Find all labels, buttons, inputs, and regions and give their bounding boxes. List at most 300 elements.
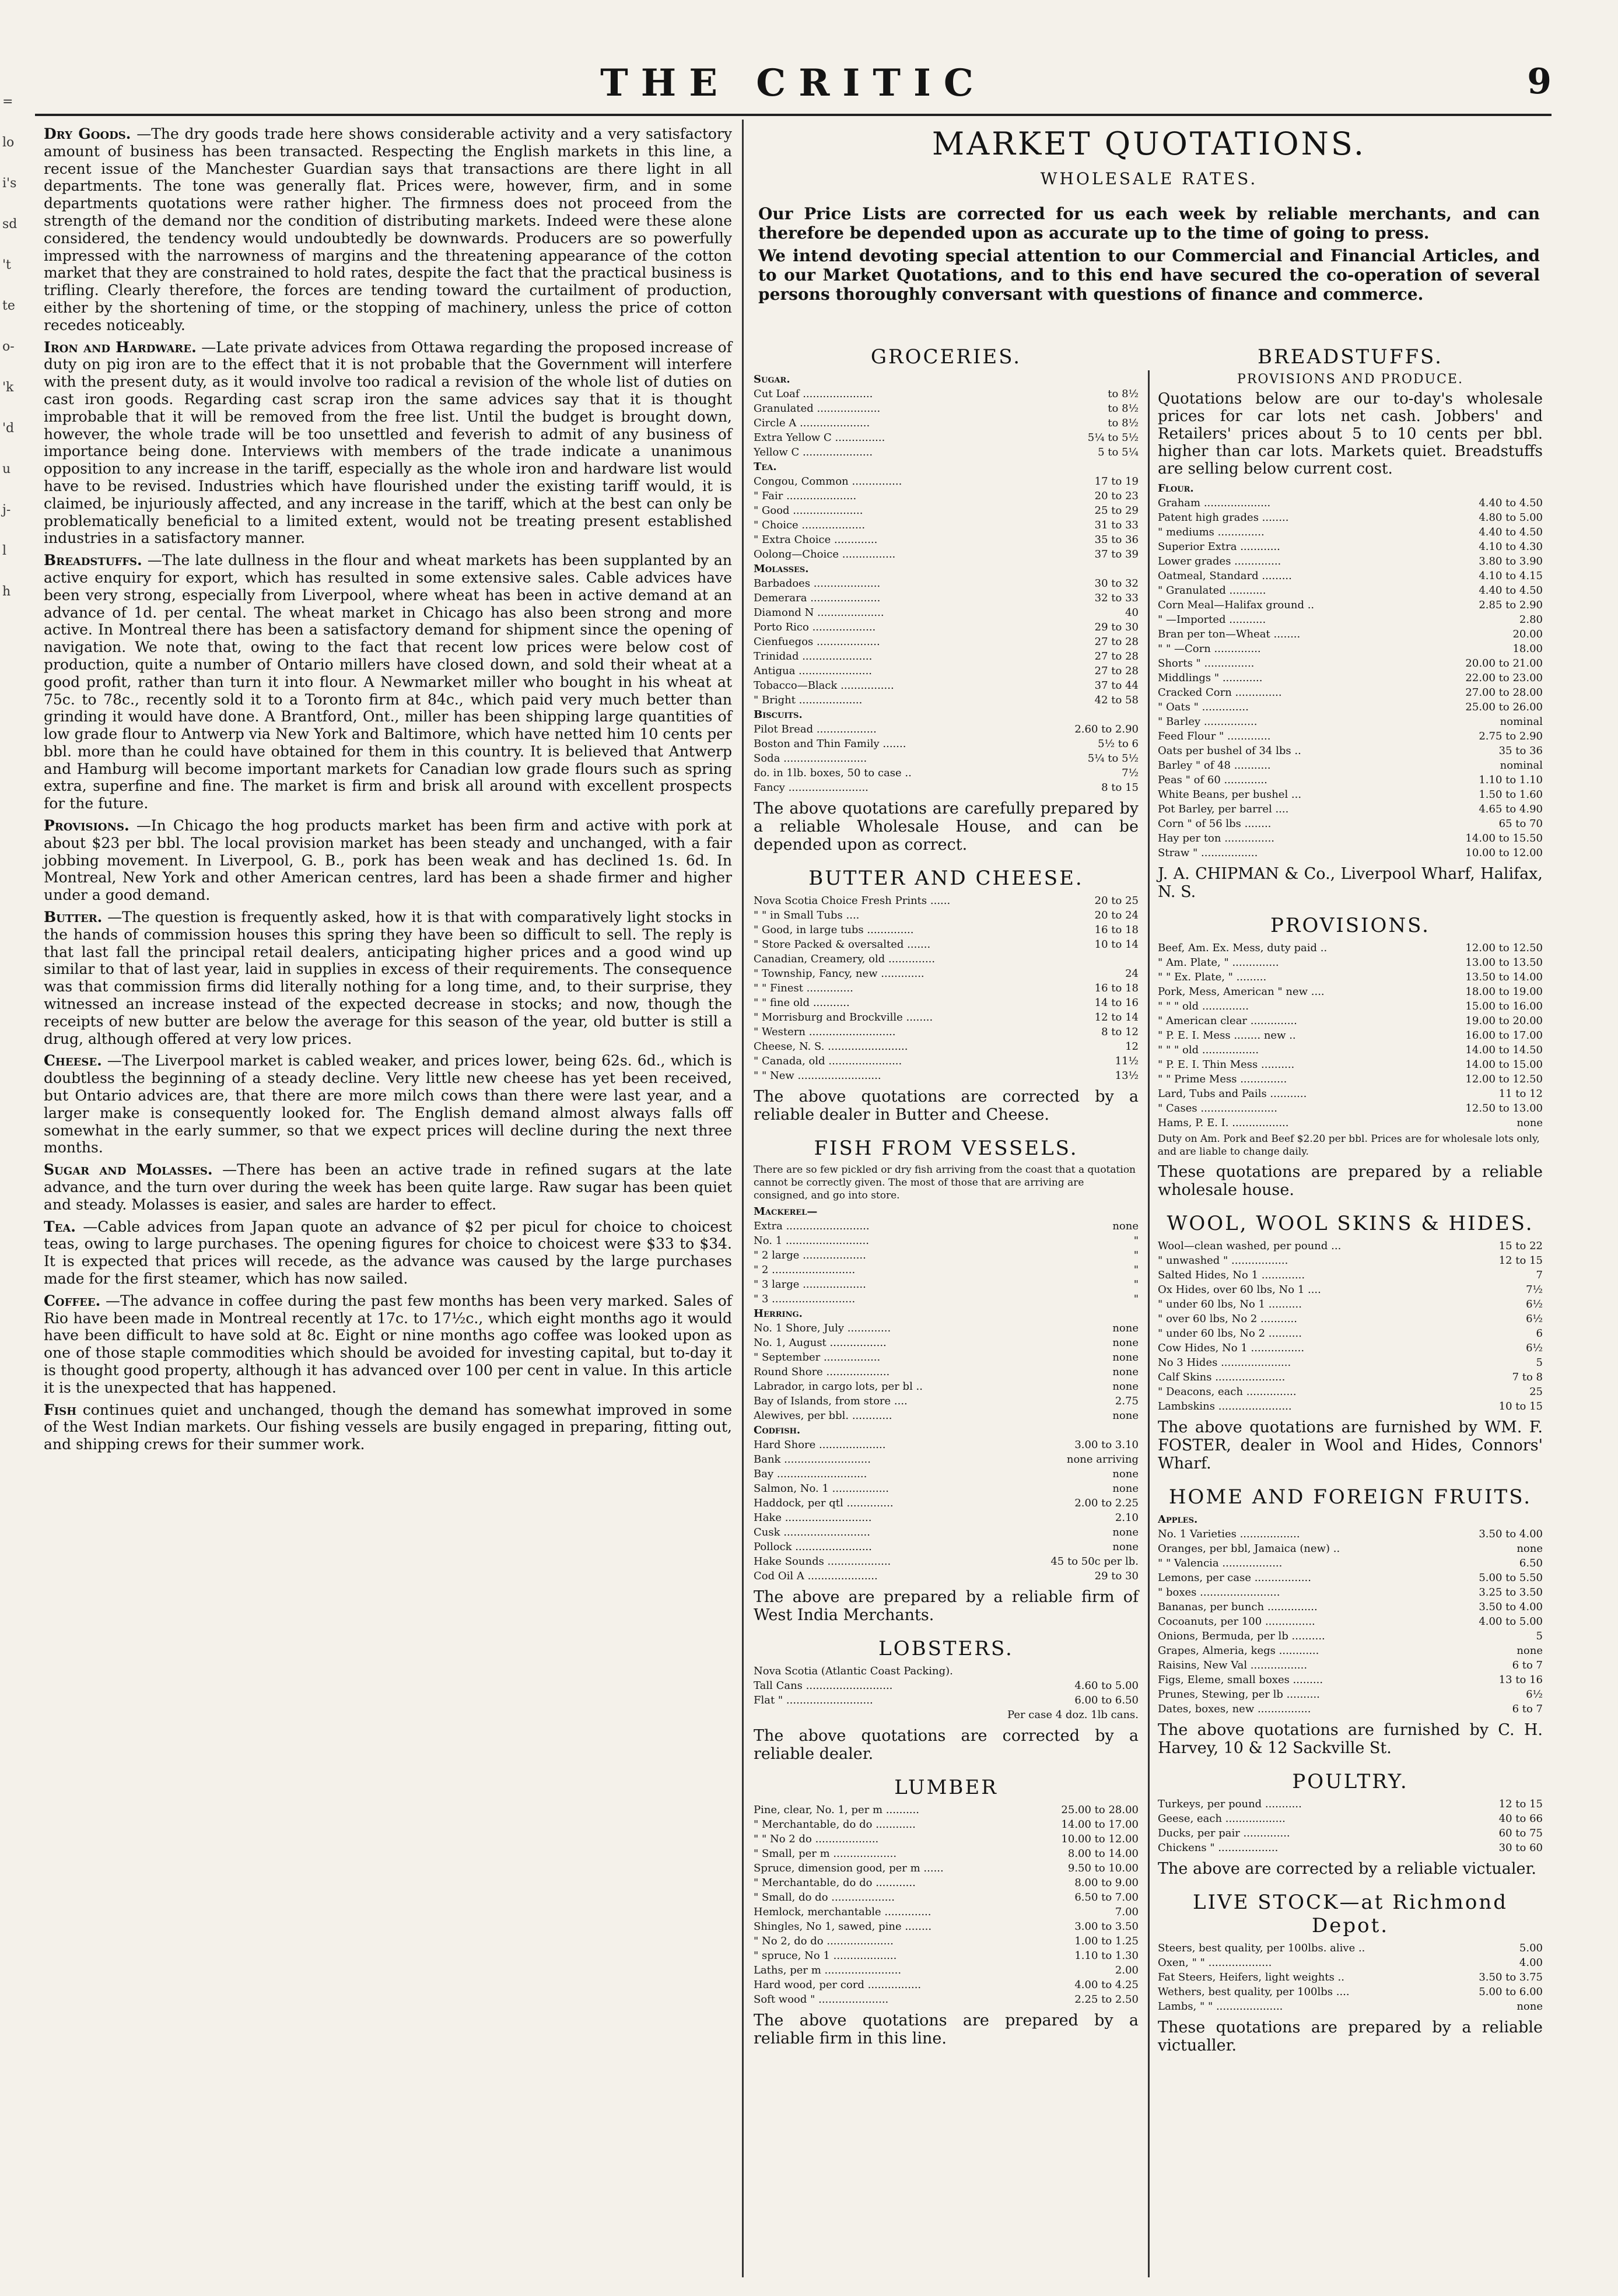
quotation-row (1158, 846, 1543, 860)
article-heading: Dry Goods. (44, 125, 131, 142)
item-label: Hard Shore .................... (754, 1439, 886, 1451)
item-price (1134, 562, 1139, 576)
item-label: Sugar. (754, 373, 790, 385)
margin-mark: lo (2, 135, 15, 150)
poultry-rows (1158, 1797, 1543, 1855)
item-price: 17 to 19 (1094, 475, 1139, 488)
item-price: " (1133, 1249, 1139, 1261)
quotation-row (1158, 1282, 1543, 1297)
quotation-row (754, 562, 1139, 576)
item-price: 2.00 to 2.25 (1074, 1497, 1139, 1509)
item-label: Cusk .......................... (754, 1526, 870, 1538)
item-price: 2.75 to 2.90 (1479, 730, 1543, 742)
quotation-row (1158, 1326, 1543, 1341)
quotation-row (754, 1496, 1139, 1510)
item-label: Antigua ...................... (754, 665, 873, 677)
item-price: 20.00 (1512, 628, 1543, 640)
quotation-row (1158, 714, 1543, 729)
item-price: 10.00 to 12.00 (1061, 1833, 1139, 1845)
margin-mark: l (2, 544, 7, 558)
quotation-row (1158, 1585, 1543, 1600)
item-label: " " New ......................... (754, 1070, 881, 1082)
margin-mark: h (2, 584, 11, 599)
item-label: Barley " of 48 ........... (1158, 759, 1271, 772)
item-price: 42 to 58 (1094, 694, 1139, 706)
quotation-row (754, 1263, 1139, 1277)
quotation-row (1158, 1702, 1543, 1716)
quotation-row (1158, 1955, 1543, 1970)
page-header (35, 61, 1552, 120)
item-label: " No 2, do do .................... (754, 1935, 894, 1947)
item-price: 3.50 to 4.00 (1479, 1601, 1543, 1613)
quotation-row (754, 707, 1139, 722)
item-price: none (1517, 1543, 1543, 1555)
quotation-row (1158, 671, 1543, 685)
item-price: 2.25 to 2.50 (1074, 1993, 1139, 2006)
quotation-row (754, 1817, 1139, 1832)
item-label: Ducks, per pair .............. (1158, 1827, 1290, 1839)
quotation-row (1158, 1268, 1543, 1282)
item-label: Boston and Thin Family ....... (754, 738, 906, 750)
quotation-row (754, 445, 1139, 460)
item-price: 16 to 18 (1094, 924, 1139, 936)
quotation-row (754, 1934, 1139, 1948)
item-price: 4.40 to 4.50 (1479, 497, 1543, 509)
item-price: 27.00 to 28.00 (1465, 686, 1543, 699)
article-paragraph (44, 1218, 732, 1288)
item-price: 27 to 28 (1094, 636, 1139, 648)
item-label: Chickens " .................. (1158, 1842, 1279, 1854)
item-price: 6 (1536, 1327, 1543, 1340)
item-price: 8.00 to 14.00 (1067, 1848, 1139, 1860)
item-label: Congou, Common ............... (754, 475, 902, 488)
wool-title: WOOL, WOOL SKINS & HIDES. (1167, 1212, 1534, 1235)
item-price: 18.00 (1512, 643, 1543, 655)
item-label: " Canada, old ...................... (754, 1055, 902, 1067)
item-price: 6 to 7 (1512, 1703, 1543, 1715)
item-price: 3.25 to 3.50 (1479, 1586, 1543, 1599)
item-label: Corn Meal—Halifax ground .. (1158, 599, 1315, 611)
quotation-row (754, 678, 1139, 693)
quotation-row (1158, 1658, 1543, 1673)
item-label: Cienfuegos ................... (754, 636, 880, 648)
item-price: 20 to 23 (1094, 490, 1139, 502)
item-price: 13½ (1115, 1070, 1139, 1082)
wool-note: The above quotations are furnished by WM. F. FOSTER, dealer in Wool and Hides, Connors' Wharf. (1158, 1418, 1543, 1473)
item-label: " Store Packed & oversalted ....... (754, 938, 931, 951)
item-label: Lard, Tubs and Pails ........... (1158, 1088, 1307, 1100)
quotation-row (754, 1219, 1139, 1233)
item-price: 7 (1536, 1269, 1543, 1281)
item-price: 3.80 to 3.90 (1479, 555, 1543, 567)
fruits-section (1158, 1485, 1543, 1757)
item-price: 60 to 75 (1498, 1827, 1543, 1839)
quotation-row (754, 1010, 1139, 1025)
quotation-row (754, 1510, 1139, 1525)
item-label: Oatmeal, Standard ......... (1158, 570, 1292, 582)
item-price: 5 to 5¼ (1098, 446, 1139, 458)
article-heading: Coffee. (44, 1292, 101, 1309)
article-text: —Cable advices from Japan quote an advance of $2 per picul for choice to choicest teas, owing to large purchases. The opening figures for choice to choicest were $33 to $34. It is expected that prices will recede, as the advance was caused by the large purchases made for the first steamer, which has now sailed. (44, 1218, 732, 1287)
item-label: Fat Steers, Heifers, light weights .. (1158, 1971, 1344, 1983)
item-label: Alewives, per bbl. ............ (754, 1410, 892, 1422)
item-price: 25.00 to 26.00 (1465, 701, 1543, 713)
quotation-row (1158, 1512, 1543, 1527)
item-price: 40 (1125, 607, 1139, 619)
item-label: Pot Barley, per barrel .... (1158, 803, 1289, 815)
item-price: nominal (1500, 716, 1543, 728)
breadstuffs-note: J. A. CHIPMAN & Co., Liverpool Wharf, Halifax, N. S. (1158, 865, 1543, 901)
item-label: Labrador, in cargo lots, per bl .. (754, 1380, 923, 1393)
article-text: —There has been an active trade in refined sugars at the late advance, and the turn over during the week has been quite large. Raw sugar has been quiet and steady. Molasses is easier, and sales are harder to effect. (44, 1161, 732, 1213)
item-price: 10 to 15 (1498, 1400, 1543, 1412)
item-label: Cheese, N. S. ........................ (754, 1040, 908, 1053)
item-label: Tall Cans .......................... (754, 1680, 893, 1692)
quotation-row (1158, 802, 1543, 816)
item-price: nominal (1500, 759, 1543, 772)
item-price: 8 to 15 (1101, 781, 1139, 794)
quotation-row (1158, 1370, 1543, 1384)
quotation-row (754, 1948, 1139, 1963)
item-label: " Deacons, each ............... (1158, 1386, 1297, 1398)
item-price: 11½ (1115, 1055, 1139, 1067)
item-price: 4.80 to 5.00 (1479, 511, 1543, 524)
quotation-row (754, 387, 1139, 401)
quotation-row (1158, 1941, 1543, 1955)
lumber-rows (754, 1803, 1139, 2007)
quotation-row (754, 1693, 1139, 1708)
item-price: 6½ (1526, 1342, 1543, 1354)
item-price: 12 to 14 (1094, 1011, 1139, 1023)
article-text: —Late private advices from Ottawa regarding the proposed increase of duty on pig iron are to the effect that it is not probable that the Government will interfere with the present duty, as it would involve too radical a revision of the whole list of duties on cast iron goods. Regarding cast scrap iron the same advices say that it is thought improbable that it will be removed from the free list. Until the budget is brought down, however, the whole trade will be too unsettled and feverish to admit of any business of importance being done. Interviews with members of the trade indicate a unanimous opposition to any increase in the tariff, especially as the whole iron and hardware list would have to be revised. Industries which have flourished under the existing tariff would, it is claimed, be injuriously affected, and any increase in the tariff, which at the best can only be problematically beneficial to a limited extent, would not be treating present established industries in a satisfactory manner. (44, 338, 732, 547)
item-label: Middlings " ............ (1158, 672, 1263, 684)
item-price: 37 to 39 (1094, 548, 1139, 560)
quotation-row (754, 591, 1139, 605)
item-label: Herring. (754, 1308, 803, 1320)
item-price: 8 to 12 (1101, 1026, 1139, 1038)
item-label: Canadian, Creamery, old .............. (754, 953, 936, 965)
item-label: Hake Sounds ................... (754, 1555, 891, 1568)
quotation-row (754, 1978, 1139, 1992)
item-price: 2.75 (1115, 1395, 1139, 1407)
groceries-title: GROCERIES. (870, 345, 1022, 369)
quotation-row (1158, 1571, 1543, 1585)
item-label: Hard wood, per cord ................ (754, 1979, 922, 1991)
item-price: 12.00 to 12.50 (1465, 942, 1543, 954)
item-label: Bay of Islands, from store .... (754, 1395, 908, 1407)
item-label: Shorts " ............... (1158, 657, 1255, 669)
quotation-row (754, 518, 1139, 532)
item-price: 14.00 to 15.50 (1465, 832, 1543, 844)
item-price: 13.50 to 14.00 (1465, 971, 1543, 983)
item-label: " 2 ......................... (754, 1264, 856, 1276)
item-label: " 3 ......................... (754, 1293, 856, 1305)
lobsters-rows (754, 1664, 1139, 1722)
item-label: Pine, clear, No. 1, per m .......... (754, 1804, 919, 1816)
item-label: " mediums .............. (1158, 526, 1265, 538)
groceries-rows (754, 372, 1139, 795)
item-price: 15 to 22 (1498, 1240, 1543, 1252)
margin-mark: u (2, 462, 11, 476)
item-label: " under 60 lbs, No 2 .......... (1158, 1327, 1302, 1340)
item-price: none (1112, 1337, 1139, 1349)
provisions-rows (1158, 941, 1543, 1130)
item-price (1538, 1512, 1543, 1527)
quotation-row (1158, 1014, 1543, 1028)
item-label: Patent high grades ........ (1158, 511, 1289, 524)
item-price (1538, 481, 1543, 496)
quotation-row (754, 1292, 1139, 1306)
item-price: 3.00 to 3.10 (1074, 1439, 1139, 1451)
item-price: 4.60 to 5.00 (1074, 1680, 1139, 1692)
item-price: 7½ (1122, 767, 1139, 779)
quotation-row (1158, 1687, 1543, 1702)
item-price: 7½ (1526, 1284, 1543, 1296)
quotation-row (1158, 1826, 1543, 1841)
quotation-row (754, 1664, 1139, 1678)
quotation-row (1158, 598, 1543, 612)
item-price: 20 to 24 (1094, 909, 1139, 921)
item-label: " Merchantable, do do ............ (754, 1877, 916, 1889)
butter-note: The above quotations are corrected by a reliable dealer in Butter and Cheese. (754, 1088, 1139, 1124)
item-price: none (1112, 1380, 1139, 1393)
quotation-row (754, 576, 1139, 591)
item-label: Bay ........................... (754, 1468, 867, 1480)
quotation-row (1158, 787, 1543, 802)
quotation-row (754, 635, 1139, 649)
quotation-row (754, 416, 1139, 430)
poultry-section (1158, 1770, 1543, 1878)
quotation-row (1158, 510, 1543, 525)
item-price: 18.00 to 19.00 (1465, 986, 1543, 998)
item-label: Turkeys, per pound ........... (1158, 1798, 1302, 1810)
item-price: 7.00 (1115, 1906, 1139, 1918)
quotation-row (754, 1554, 1139, 1569)
item-label: Cut Loaf ..................... (754, 388, 873, 400)
item-label: " American clear .............. (1158, 1015, 1297, 1027)
quotation-row (754, 1408, 1139, 1423)
item-label: Cocoanuts, per 100 ............... (1158, 1615, 1315, 1628)
quotation-row (1158, 1999, 1543, 2014)
margin-mark: 'd (2, 421, 15, 436)
item-price: 32 to 33 (1094, 592, 1139, 604)
item-price: 11 to 12 (1498, 1088, 1543, 1100)
market-intro (758, 204, 1540, 307)
item-label: Hemlock, merchantable .............. (754, 1906, 931, 1918)
item-label: " " in Small Tubs .... (754, 909, 860, 921)
item-label: Calf Skins ..................... (1158, 1371, 1286, 1383)
quotation-row (754, 908, 1139, 923)
item-label: Lower grades .............. (1158, 555, 1281, 567)
item-price: none (1112, 1366, 1139, 1378)
item-price: 9.50 to 10.00 (1067, 1862, 1139, 1874)
item-price: 13 to 16 (1498, 1674, 1543, 1686)
margin-marks (2, 82, 16, 612)
margin-mark: sd (2, 217, 17, 232)
margin-mark: te (2, 299, 15, 313)
column-divider-right (1148, 370, 1150, 2277)
groceries-section (754, 345, 1139, 854)
quotation-row (754, 1379, 1139, 1394)
quotations-left-subcolumn (754, 332, 1139, 2051)
item-label: " " Prime Mess .............. (1158, 1073, 1287, 1085)
item-label: " 2 large ................... (754, 1249, 866, 1261)
quotation-row (1158, 1673, 1543, 1687)
quotation-row (754, 937, 1139, 952)
item-price: 27 to 28 (1094, 650, 1139, 662)
item-label: Cracked Corn .............. (1158, 686, 1282, 699)
item-label: Hams, P. E. I. ................. (1158, 1117, 1289, 1129)
item-price: none (1112, 1351, 1139, 1363)
item-price: 35 to 36 (1094, 534, 1139, 546)
margin-mark: o- (2, 339, 15, 354)
quotation-row (754, 503, 1139, 518)
item-price: 24 (1125, 968, 1139, 980)
item-label: " Granulated ........... (1158, 584, 1266, 597)
item-price: 14.00 to 14.50 (1465, 1044, 1543, 1056)
item-price: 2.60 to 2.90 (1074, 723, 1139, 735)
market-quotations-title: MARKET QUOTATIONS. (931, 125, 1367, 162)
item-label: Nova Scotia Choice Fresh Prints ...... (754, 895, 951, 907)
article-heading: Iron and Hardware. (44, 338, 197, 356)
item-label: Beef, Am. Ex. Mess, duty paid .. (1158, 942, 1328, 954)
item-label: Bank .......................... (754, 1453, 871, 1466)
quotation-row (754, 952, 1139, 966)
quotation-row (1158, 1116, 1543, 1130)
quotation-row (754, 1861, 1139, 1876)
item-label: Oxen, " " ................... (1158, 1957, 1272, 1969)
item-price: 4.00 to 4.25 (1074, 1979, 1139, 1991)
butter-section (754, 867, 1139, 1124)
quotation-row (754, 1248, 1139, 1263)
item-price (1134, 460, 1139, 474)
quotation-row (1158, 1043, 1543, 1057)
item-label: " Fair ..................... (754, 490, 857, 502)
item-label: Wethers, best quality, per 100lbs .... (1158, 1986, 1350, 1998)
item-label: Codfish. (754, 1424, 801, 1436)
breadstuffs-intro: Quotations below are our to-day's wholesale prices for car lots net cash. Jobbers' and Retailers' prices about 5 to 10 cents per bbl. higher than car lots. Markets quiet. Breadstuffs are selling below current cost. (1158, 390, 1543, 478)
quotation-row (1158, 583, 1543, 598)
poultry-note: The above are corrected by a reliable victualer. (1158, 1860, 1536, 1878)
quotation-row (754, 893, 1139, 908)
quotation-row (754, 1525, 1139, 1540)
item-label: Superior Extra ............ (1158, 541, 1280, 553)
item-label: Demerara ..................... (754, 592, 881, 604)
article-heading: Fish (44, 1401, 77, 1418)
item-label: Pilot Bread .................. (754, 723, 877, 735)
article-text: —The Liverpool market is cabled weaker, and prices lower, being 62s. 6d., which is doubtless the beginning of a steady decline. Very little new cheese has yet been received, but Ontario advices are, that there are more milch cows than there were last year, and a larger make is consequently looked for. The English demand almost always falls off somewhat in the early summer, so that we expect prices will decline during the next three months. (44, 1052, 732, 1156)
quotation-row (1158, 1253, 1543, 1268)
article-text: continues quiet and unchanged, though the demand has somewhat improved in some of the West Indian markets. Our fishing vessels are busily engaged in preparing, fitting out, and shipping crews for their summer work. (44, 1401, 732, 1453)
quotation-row (754, 1919, 1139, 1934)
item-label: Steers, best quality, per 100lbs. alive .. (1158, 1942, 1365, 1954)
quotation-row (1158, 1057, 1543, 1072)
quotation-row (754, 547, 1139, 562)
quotation-row (754, 1569, 1139, 1583)
item-price: 4.00 to 5.00 (1479, 1615, 1543, 1628)
quotation-row (1158, 1629, 1543, 1643)
item-price: 13.00 to 13.50 (1465, 956, 1543, 969)
article-heading: Provisions. (44, 817, 129, 835)
item-price: 65 to 70 (1498, 818, 1543, 830)
item-price: 10.00 to 12.00 (1465, 847, 1543, 859)
item-label: Bran per ton—Wheat ........ (1158, 628, 1301, 640)
item-label: " over 60 lbs, No 2 ........... (1158, 1313, 1297, 1325)
item-price: 5 (1536, 1356, 1543, 1369)
item-price: 16 to 18 (1094, 982, 1139, 994)
quotation-row (754, 1204, 1139, 1219)
quotation-row (754, 605, 1139, 620)
quotation-row (754, 923, 1139, 937)
quotation-row (1158, 1985, 1543, 1999)
item-label: " Western .......................... (754, 1026, 896, 1038)
item-label: Cow Hides, No 1 ................ (1158, 1342, 1305, 1354)
article-heading: Cheese. (44, 1052, 102, 1070)
item-price (1134, 1423, 1139, 1438)
item-label: No. 1, August ................. (754, 1337, 887, 1349)
item-price: to 8½ (1108, 402, 1139, 415)
item-price: " (1133, 1235, 1139, 1247)
item-price: 16.00 to 17.00 (1465, 1029, 1543, 1042)
item-price: 6 to 7 (1512, 1659, 1543, 1671)
item-label: " " " old .............. (1158, 1000, 1249, 1012)
quotation-row (1158, 984, 1543, 999)
quotation-row (1158, 612, 1543, 627)
quotation-row (754, 1365, 1139, 1379)
quotation-row (754, 532, 1139, 547)
item-price: none (1112, 1410, 1139, 1422)
lobsters-section (754, 1637, 1139, 1763)
item-label: Lambs, " " .................... (1158, 2000, 1283, 2013)
quotation-row (754, 1846, 1139, 1861)
item-price: 6.00 to 6.50 (1074, 1694, 1139, 1706)
quotation-row (754, 460, 1139, 474)
item-label: Pork, Mess, American " new .... (1158, 986, 1325, 998)
quotation-row (754, 1803, 1139, 1817)
quotation-row (1158, 1811, 1543, 1826)
item-label: " boxes ........................ (1158, 1586, 1280, 1599)
item-label: Dates, boxes, new ................ (1158, 1703, 1311, 1715)
quotations-right-subcolumn (1158, 332, 1543, 2058)
item-price: 12.50 to 13.00 (1465, 1102, 1543, 1114)
quotation-row (1158, 758, 1543, 773)
item-label: Nova Scotia (Atlantic Coast Packing). (754, 1665, 953, 1677)
item-label: " " —Corn .............. (1158, 643, 1261, 655)
quotation-row (1158, 1312, 1543, 1326)
item-price: none (1112, 1468, 1139, 1480)
item-label: " " Ex. Plate, " ......... (1158, 971, 1267, 983)
item-label: Trinidad ..................... (754, 650, 873, 662)
item-label: Wool—clean washed, per pound ... (1158, 1240, 1342, 1252)
item-price: 40 to 66 (1498, 1813, 1543, 1825)
item-price: 12 to 15 (1498, 1254, 1543, 1267)
item-label: " unwashed " ................. (1158, 1254, 1288, 1267)
item-label: " September ................. (754, 1351, 881, 1363)
quotation-row (1158, 496, 1543, 510)
fruits-note: The above quotations are furnished by C. H. Harvey, 10 & 12 Sackville St. (1158, 1721, 1543, 1757)
item-label: " P. E. I. Mess ........ new .. (1158, 1029, 1296, 1042)
quotation-row (754, 489, 1139, 503)
quotation-row (754, 1890, 1139, 1905)
quotation-row (1158, 1239, 1543, 1253)
quotation-row (1158, 539, 1543, 554)
item-price: none (1112, 1322, 1139, 1334)
article-paragraph (44, 1401, 732, 1453)
margin-mark: j- (2, 503, 11, 517)
item-label: Shingles, No 1, sawed, pine ........ (754, 1920, 932, 1933)
item-label: Raisins, New Val ................. (1158, 1659, 1308, 1671)
article-text: —The advance in coffee during the past few months has been very marked. Sales of Rio have been made in Montreal recently at 17c. to 17½c., which eight months ago it would have been difficult to have sold at 8c. Eight or nine months ago coffee was looked upon as one of those staple commodities which should be avoided for investing capital, but to-day it is thought good property, although it has advanced over 100 per cent in value. In this article it is the unexpected that has happened. (44, 1292, 732, 1396)
